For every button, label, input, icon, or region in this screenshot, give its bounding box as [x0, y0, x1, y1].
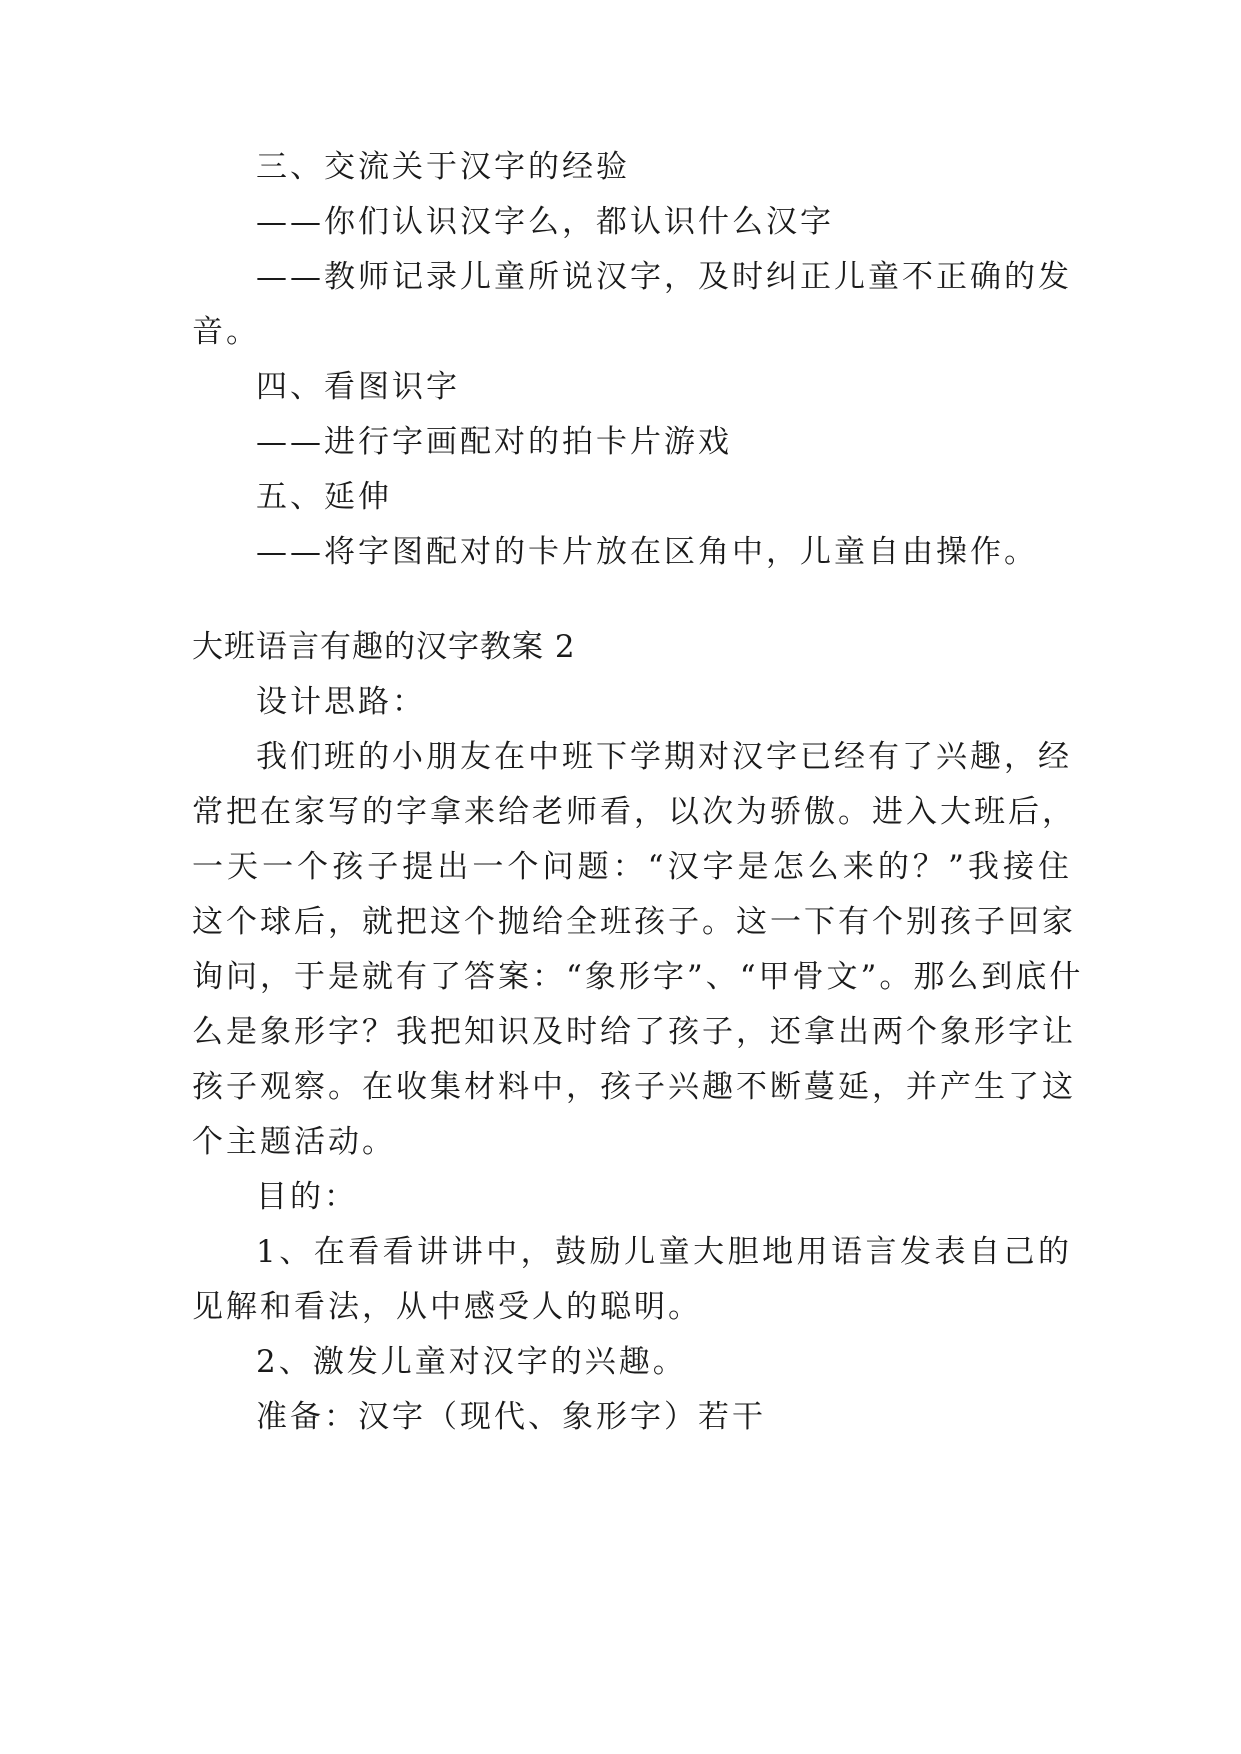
heading-exchange-experience: 三、交流关于汉字的经验	[256, 149, 630, 185]
design-line: 一天一个孩子提出一个问题：“汉字是怎么来的？”我接住	[192, 849, 1072, 885]
paragraph-question: ——你们认识汉字么，都认识什么汉字	[256, 204, 834, 240]
preparation: 准备：汉字（现代、象形字）若干	[256, 1399, 766, 1435]
paragraph-extension: ——将字图配对的卡片放在区角中，儿童自由操作。	[256, 534, 1038, 570]
paragraph-teacher-record: ——教师记录儿童所说汉字，及时纠正儿童不正确的发	[256, 259, 1072, 295]
paragraph-card-game: ——进行字画配对的拍卡片游戏	[256, 424, 732, 460]
design-line: 个主题活动。	[192, 1124, 396, 1160]
design-line: 询问，于是就有了答案：“象形字”、“甲骨文”。那么到底什	[192, 959, 1084, 995]
section-title: 大班语言有趣的汉字教案 2	[192, 629, 576, 665]
design-line: 常把在家写的字拿来给老师看，以次为骄傲。进入大班后，	[192, 794, 1076, 830]
design-line: 孩子观察。在收集材料中，孩子兴趣不断蔓延，并产生了这	[192, 1069, 1076, 1105]
design-line: 么是象形字？我把知识及时给了孩子，还拿出两个象形字让	[192, 1014, 1076, 1050]
paragraph-teacher-record-cont: 音。	[192, 314, 260, 350]
design-label: 设计思路：	[256, 684, 426, 720]
heading-picture-reading: 四、看图识字	[256, 369, 460, 405]
goal-item-2: 2、激发儿童对汉字的兴趣。	[256, 1344, 687, 1380]
design-line: 我们班的小朋友在中班下学期对汉字已经有了兴趣，经	[256, 739, 1072, 775]
goal-item-1: 1、在看看讲讲中，鼓励儿童大胆地用语言发表自己的	[256, 1234, 1072, 1270]
goal-item-1-cont: 见解和看法，从中感受人的聪明。	[192, 1289, 702, 1325]
design-line: 这个球后，就把这个抛给全班孩子。这一下有个别孩子回家	[192, 904, 1076, 940]
heading-extension: 五、延伸	[256, 479, 392, 515]
goal-label: 目的：	[256, 1179, 358, 1215]
